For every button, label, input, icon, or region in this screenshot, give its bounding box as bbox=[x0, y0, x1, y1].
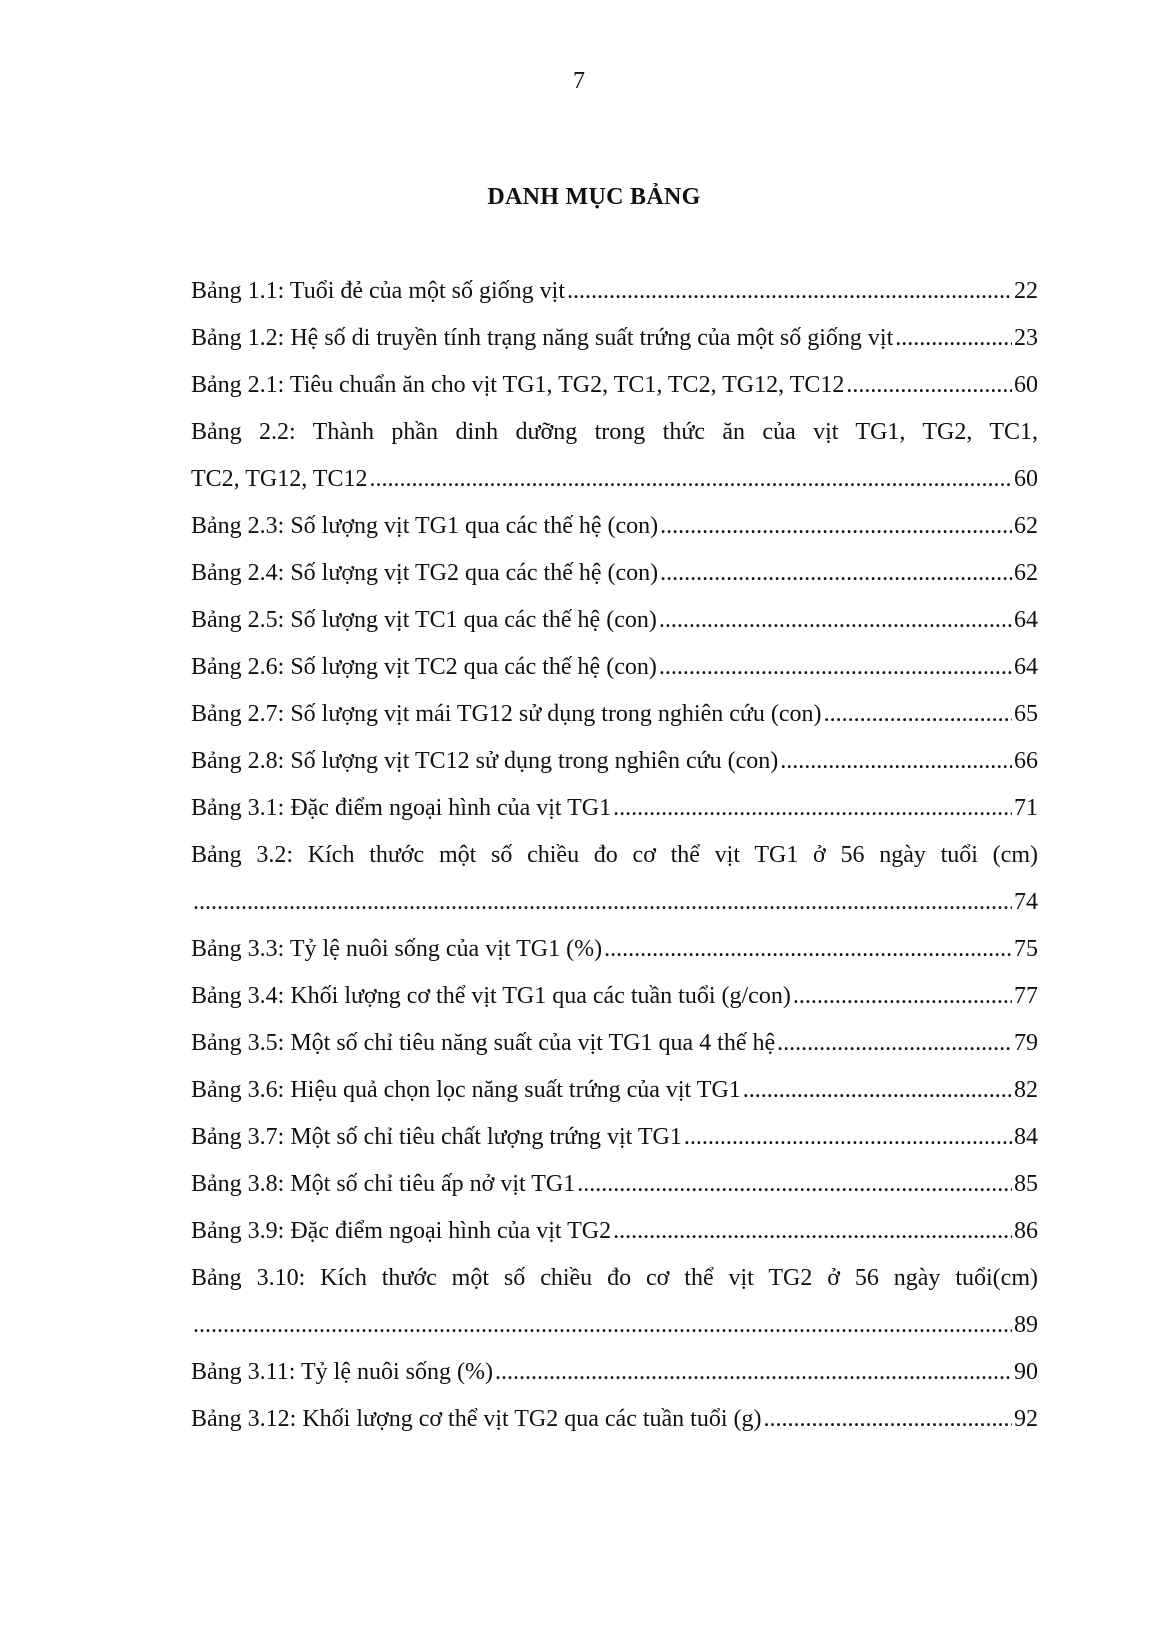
toc-entry[interactable] bbox=[191, 973, 1038, 1020]
dot-leader bbox=[659, 597, 1012, 644]
toc-page-number: 64 bbox=[1014, 607, 1038, 633]
toc-entry-label: Bảng 3.6: Hiệu quả chọn lọc năng suất trứng của vịt TG1 bbox=[191, 1077, 741, 1103]
toc-page-number: 71 bbox=[1014, 795, 1038, 821]
toc-entry-label: Bảng 1.2: Hệ số di truyền tính trạng năng suất trứng của một số giống vịt bbox=[191, 325, 894, 351]
toc-page-number: 60 bbox=[1014, 372, 1038, 398]
dot-leader bbox=[613, 785, 1012, 832]
toc-page-number: 74 bbox=[1014, 889, 1038, 915]
dot-leader bbox=[895, 315, 1012, 362]
toc-entry-continuation[interactable] bbox=[191, 1302, 1038, 1349]
toc-entry[interactable] bbox=[191, 597, 1038, 644]
page-number: 7 bbox=[573, 68, 585, 94]
toc-page-number: 62 bbox=[1014, 560, 1038, 586]
toc-page-number: 65 bbox=[1014, 701, 1038, 727]
toc-entry-label: Bảng 3.8: Một số chỉ tiêu ấp nở vịt TG1 bbox=[191, 1171, 576, 1197]
toc-entry[interactable]: Bảng 3.10: Kích thước một số chiều đo cơ thể vịt TG2 ở 56 ngày tuổi(cm) bbox=[191, 1265, 1038, 1291]
toc-entry-label: Bảng 3.7: Một số chỉ tiêu chất lượng trứng vịt TG1 bbox=[191, 1124, 682, 1150]
toc-page-number: 89 bbox=[1014, 1312, 1038, 1338]
toc-entry[interactable] bbox=[191, 1349, 1038, 1396]
toc-entry[interactable] bbox=[191, 738, 1038, 785]
toc-entry-label: Bảng 3.5: Một số chỉ tiêu năng suất của vịt TG1 qua 4 thế hệ bbox=[191, 1030, 776, 1056]
page-title: DANH MỤC BẢNG bbox=[487, 184, 701, 210]
toc-entry-label: Bảng 2.6: Số lượng vịt TC2 qua các thế hệ (con) bbox=[191, 654, 657, 680]
toc-entry-continuation[interactable] bbox=[191, 879, 1038, 926]
toc-page-number: 90 bbox=[1014, 1359, 1038, 1385]
toc-entry[interactable] bbox=[191, 315, 1038, 362]
toc-entry[interactable]: Bảng 2.2: Thành phần dinh dưỡng trong thức ăn của vịt TG1, TG2, TC1, bbox=[191, 419, 1038, 445]
toc-entry-label: Bảng 3.1: Đặc điểm ngoại hình của vịt TG1 bbox=[191, 795, 612, 821]
toc-page-number: 75 bbox=[1014, 936, 1038, 962]
toc-entry-label: Bảng 2.5: Số lượng vịt TC1 qua các thế hệ (con) bbox=[191, 607, 657, 633]
toc-entry[interactable] bbox=[191, 268, 1038, 315]
toc-entry[interactable] bbox=[191, 1067, 1038, 1114]
dot-leader bbox=[684, 1114, 1012, 1161]
dot-leader bbox=[743, 1067, 1012, 1114]
dot-leader bbox=[824, 691, 1012, 738]
toc-entry[interactable] bbox=[191, 785, 1038, 832]
toc-entry-label: TC2, TG12, TC12 bbox=[191, 466, 368, 492]
dot-leader bbox=[764, 1396, 1012, 1443]
toc-entry[interactable] bbox=[191, 1396, 1038, 1443]
dot-leader bbox=[193, 879, 1012, 926]
toc-entry-label: Bảng 3.3: Tỷ lệ nuôi sống của vịt TG1 (%) bbox=[191, 936, 603, 962]
dot-leader bbox=[793, 973, 1012, 1020]
toc-page-number: 86 bbox=[1014, 1218, 1038, 1244]
toc-page-number: 66 bbox=[1014, 748, 1038, 774]
toc-entry[interactable] bbox=[191, 550, 1038, 597]
toc-entry-continuation[interactable] bbox=[191, 456, 1038, 503]
toc-page-number: 77 bbox=[1014, 983, 1038, 1009]
dot-leader bbox=[577, 1161, 1012, 1208]
toc-entry-label: Bảng 3.11: Tỷ lệ nuôi sống (%) bbox=[191, 1359, 493, 1385]
dot-leader bbox=[780, 738, 1012, 785]
toc-entry-label: Bảng 2.8: Số lượng vịt TC12 sử dụng trong nghiên cứu (con) bbox=[191, 748, 779, 774]
toc-page-number: 23 bbox=[1014, 325, 1038, 351]
toc-entry[interactable] bbox=[191, 1114, 1038, 1161]
dot-leader bbox=[777, 1020, 1012, 1067]
toc-entry[interactable] bbox=[191, 1020, 1038, 1067]
toc-entry-label: Bảng 2.1: Tiêu chuẩn ăn cho vịt TG1, TG2, TC1, TC2, TG12, TC12 bbox=[191, 372, 845, 398]
toc-entry-label: Bảng 3.12: Khối lượng cơ thể vịt TG2 qua các tuần tuổi (g) bbox=[191, 1406, 762, 1432]
toc-page-number: 79 bbox=[1014, 1030, 1038, 1056]
dot-leader bbox=[660, 503, 1012, 550]
dot-leader bbox=[613, 1208, 1012, 1255]
table-of-contents bbox=[191, 268, 1038, 1443]
dot-leader bbox=[659, 644, 1012, 691]
toc-page-number: 92 bbox=[1014, 1406, 1038, 1432]
dot-leader bbox=[660, 550, 1012, 597]
toc-entry[interactable] bbox=[191, 1161, 1038, 1208]
toc-page-number: 64 bbox=[1014, 654, 1038, 680]
dot-leader bbox=[495, 1349, 1012, 1396]
toc-entry-label: Bảng 3.4: Khối lượng cơ thể vịt TG1 qua các tuần tuổi (g/con) bbox=[191, 983, 791, 1009]
dot-leader bbox=[369, 456, 1012, 503]
toc-page-number: 84 bbox=[1014, 1124, 1038, 1150]
toc-entry-label: Bảng 3.9: Đặc điểm ngoại hình của vịt TG2 bbox=[191, 1218, 612, 1244]
toc-page-number: 22 bbox=[1014, 278, 1038, 304]
toc-entry[interactable] bbox=[191, 503, 1038, 550]
toc-entry[interactable] bbox=[191, 1208, 1038, 1255]
toc-entry-label: Bảng 2.4: Số lượng vịt TG2 qua các thế hệ (con) bbox=[191, 560, 659, 586]
toc-entry[interactable] bbox=[191, 926, 1038, 973]
toc-entry[interactable]: Bảng 3.2: Kích thước một số chiều đo cơ thể vịt TG1 ở 56 ngày tuổi (cm) bbox=[191, 842, 1038, 868]
dot-leader bbox=[846, 362, 1012, 409]
toc-page-number: 60 bbox=[1014, 466, 1038, 492]
dot-leader bbox=[604, 926, 1012, 973]
toc-page-number: 85 bbox=[1014, 1171, 1038, 1197]
toc-entry-label: Bảng 2.7: Số lượng vịt mái TG12 sử dụng trong nghiên cứu (con) bbox=[191, 701, 822, 727]
dot-leader bbox=[193, 1302, 1012, 1349]
toc-entry-label: Bảng 1.1: Tuổi đẻ của một số giống vịt bbox=[191, 278, 566, 304]
toc-entry[interactable] bbox=[191, 362, 1038, 409]
toc-entry[interactable] bbox=[191, 644, 1038, 691]
toc-page-number: 62 bbox=[1014, 513, 1038, 539]
toc-entry[interactable] bbox=[191, 691, 1038, 738]
toc-entry-label: Bảng 2.3: Số lượng vịt TG1 qua các thế hệ (con) bbox=[191, 513, 659, 539]
dot-leader bbox=[567, 268, 1012, 315]
toc-page-number: 82 bbox=[1014, 1077, 1038, 1103]
